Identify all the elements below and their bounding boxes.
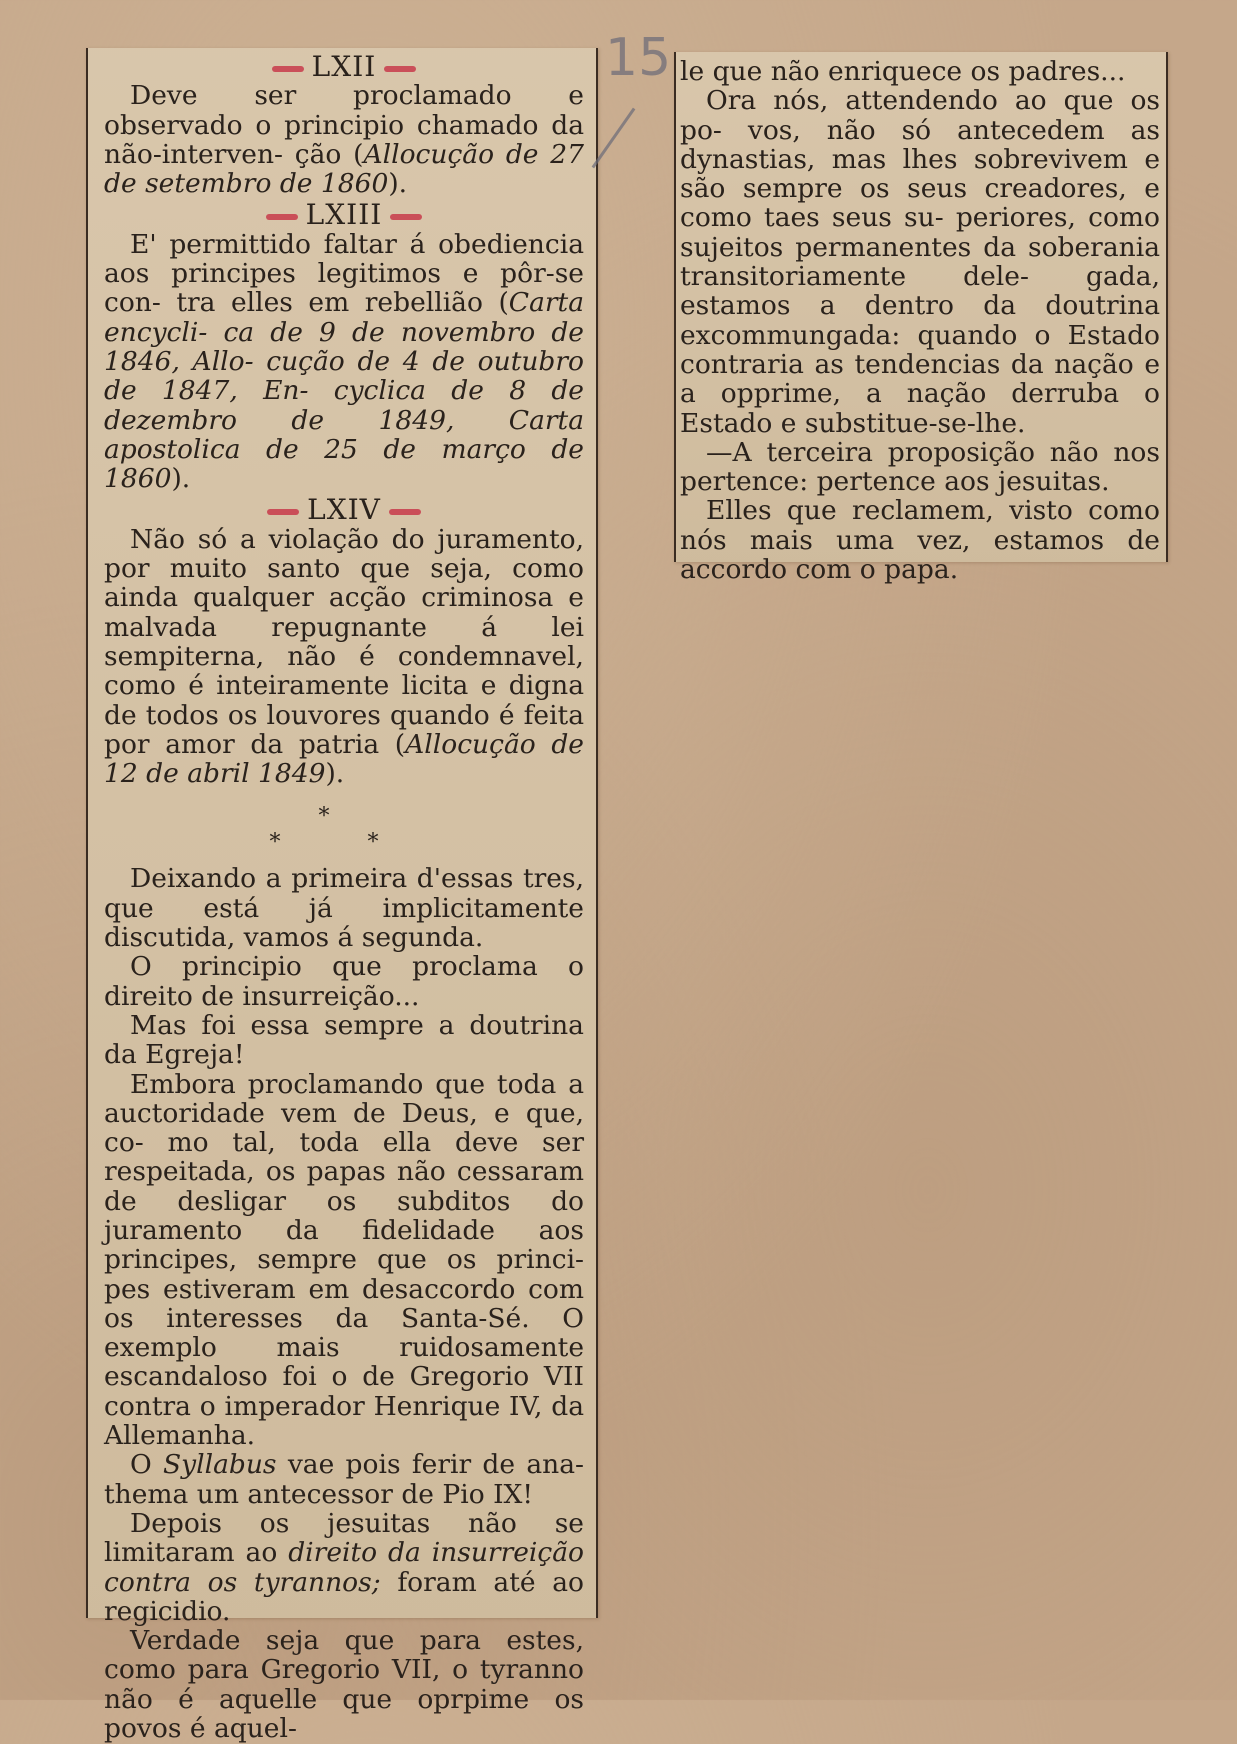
red-ornament-icon <box>266 214 298 220</box>
red-ornament-icon <box>390 214 422 220</box>
red-ornament-icon <box>267 509 299 515</box>
right-paragraph-1: Ora nós, attendendo ao que os po- vos, não só antecedem as dynastias, mas lhes sobrevivem e são sempre os seus creadores, e como taes seus su- periores, como sujeitos permanentes da soberania transitoriamente dele- gada, estamos a dentro da doutrina excommungada: quando o Estado contraria as tendencias da nação e a opprime, a nação derruba o Estado e substitue-se-lhe. <box>680 85 1160 439</box>
heading-lxiv-text: LXIV <box>307 493 381 527</box>
proposition-lxiii-end: ). <box>171 463 191 495</box>
proposition-lxiii-citation: Carta encycli- ca de 9 de novembro de 1846, Allo- cução de 4 de outubro de 1847, En- cyclica de 8 de dezembro de 1849, Carta apostolica de 25 de março de 1860 <box>104 287 584 495</box>
commentary-paragraph-4: Embora proclamando que toda a auctoridade vem de Deus, e que, co- mo tal, toda ella deve ser respeitada, os papas não cessaram de desligar os subditos do juramento da fidelidade aos principes, sempre que os princi- pes estiveram em desaccordo com os interesses da Santa-Sé. O exemplo mais ruidosamente escandaloso foi o de Gregorio VII contra o imperador Henrique IV, da Allemanha. <box>104 1068 584 1452</box>
heading-lxii <box>104 52 584 81</box>
commentary-paragraph-6 <box>104 1509 584 1626</box>
proposition-lxiv-text: Não só a violação do juramento, por muito santo que seja, como ainda qualquer acção criminosa e malvada repugnante á lei sempiterna, não é condemnavel, como é inteiramente licita e digna de todos os louvores quando é feita por amor da patria ( <box>104 523 584 760</box>
commentary-paragraph-2: O principio que proclama o direito de insurreição... <box>104 951 584 1012</box>
red-ornament-icon <box>272 66 304 72</box>
proposition-lxii-citation: Allocução de 27 de setembro de 1860 <box>104 138 584 200</box>
heading-lxiii-text: LXIII <box>305 198 383 232</box>
commentary-paragraph-5 <box>104 1450 584 1509</box>
proposition-lxiii <box>104 230 584 494</box>
commentary-paragraph-1: Deixando a primeira d'essas tres, que está já implicitamente discutida, vamos á segunda. <box>104 863 584 954</box>
right-column <box>680 57 1160 584</box>
proposition-lxiii-text: E' permittido faltar á obediencia aos principes legitimos e pôr-se con- tra elles em rebellião ( <box>104 228 584 319</box>
heading-lxii-text: LXII <box>311 50 377 83</box>
continuation-paragraph: le que não enriquece os padres... <box>680 56 1126 87</box>
heading-lxiv <box>104 493 584 527</box>
proposition-lxiv-citation: Allocução de 12 de abril 1849 <box>104 728 584 790</box>
proposition-lxii-end: ). <box>388 168 408 200</box>
commentary-paragraph-5-end: vae pois ferir de ana- thema um antecessor de Pio IX! <box>104 1449 584 1510</box>
commentary-paragraph-6-end: foram até ao regicidio. <box>104 1566 584 1627</box>
proposition-lxiv-end: ). <box>325 758 345 790</box>
commentary-paragraph-5-start: O <box>130 1449 164 1481</box>
red-ornament-icon <box>389 509 421 515</box>
commentary-paragraph-3: Mas foi essa sempre a doutrina da Egreja! <box>104 1009 584 1071</box>
right-paragraph-3: Elles que reclamem, visto como nós mais uma vez, estamos de accordo com o papa. <box>680 495 1160 586</box>
commentary-paragraph-7: Verdade seja que para estes, como para Gregorio VII, o tyranno não é aquelle que oprpime os povos é aquel- <box>104 1625 584 1744</box>
proposition-lxii <box>104 81 584 198</box>
heading-lxiii <box>104 198 584 232</box>
commentary-paragraph-5-italic: Syllabus <box>163 1449 277 1481</box>
pencil-slash-mark <box>592 108 636 169</box>
proposition-lxiv <box>104 525 584 789</box>
right-paragraph-2: —A terceira proposição não nos pertence: pertence aos jesuitas. <box>680 436 1160 498</box>
proposition-lxii-text: Deve ser proclamado e observado o principio chamado da não-interven- ção ( <box>104 80 584 170</box>
asterism-bottom: * * <box>269 830 419 856</box>
left-column <box>104 52 584 1743</box>
red-ornament-icon <box>384 66 416 72</box>
commentary-paragraph-6-start: Depois os jesuitas não se limitaram ao <box>104 1507 584 1569</box>
asterism-top: * <box>318 804 370 830</box>
commentary-paragraph-6-italic: direito da insurreição contra os tyrannos; <box>104 1537 585 1598</box>
pencil-page-number: 15 <box>605 28 672 88</box>
